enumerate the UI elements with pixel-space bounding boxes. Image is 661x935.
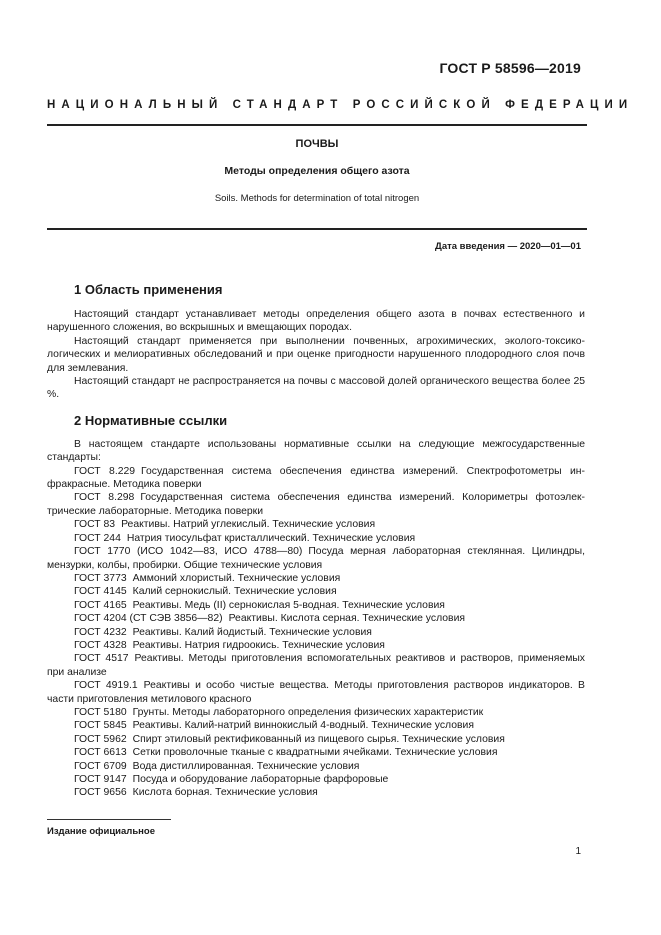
- reference-item: [47, 465, 585, 492]
- reference-code: ГОСТ 1770 (ИСО 1042—83, ИСО 4788—80): [74, 546, 303, 558]
- reference-item: [47, 572, 585, 585]
- reference-text: Кислота борная. Технические условия: [132, 787, 318, 799]
- references-list: [47, 465, 585, 800]
- reference-item: [47, 786, 585, 799]
- reference-code: ГОСТ 5180: [74, 706, 127, 718]
- reference-text: Посуда и оборудование лабораторные фарфоровые: [132, 774, 389, 785]
- reference-code: ГОСТ 83: [74, 519, 116, 531]
- reference-text: Калий сернокислый. Технические условия: [132, 586, 337, 598]
- reference-item: [47, 639, 585, 652]
- reference-item: [47, 585, 585, 598]
- reference-item: [47, 532, 585, 545]
- reference-item: [47, 773, 585, 786]
- document-title: ПОЧВЫ: [295, 138, 339, 150]
- reference-code: ГОСТ 4517: [74, 653, 129, 665]
- reference-text: Спирт этиловый ректификованный из пищевого сырья. Технические условия: [132, 733, 505, 745]
- reference-text: Реактивы. Натрия гидроокись. Технические условия: [132, 639, 385, 651]
- section-1-body: [47, 308, 585, 402]
- reference-code: ГОСТ 4165: [74, 599, 127, 611]
- reference-text: Реактивы. Методы приготовления вспомогательных реактивов и растворов, применяемых при анализе: [47, 653, 585, 678]
- document-subtitle: Методы определения общего азота: [224, 165, 410, 177]
- reference-code: ГОСТ 5845: [74, 720, 127, 732]
- page-number: 1: [575, 846, 581, 857]
- reference-code: ГОСТ 5962: [74, 733, 127, 745]
- reference-item: [47, 746, 585, 759]
- reference-code: ГОСТ 4328: [74, 639, 127, 651]
- gost-number: ГОСТ Р 58596—2019: [439, 60, 581, 76]
- section-1-heading: 1 Область применения: [74, 282, 223, 297]
- reference-item: [47, 679, 585, 706]
- official-edition-label: Издание официальное: [47, 826, 155, 837]
- reference-text: Сетки проволочные тканые с квадратными ячейками. Технические условия: [132, 747, 498, 759]
- reference-text: Государственная система обеспечения единства измерений. Колориметры фотоэлектрические лабораторные. Методика поверки: [47, 492, 585, 517]
- reference-item: [47, 599, 585, 612]
- reference-text: Посуда мерная лабораторная стеклянная. Цилиндры, мензурки, колбы, пробирки. Общие технические условия: [47, 546, 585, 571]
- reference-item: [47, 518, 585, 531]
- reference-text: Реактивы. Натрий углекислый. Технические условия: [121, 519, 376, 531]
- reference-item: [47, 491, 585, 518]
- reference-text: Реактивы. Калий йодистый. Технические условия: [132, 626, 372, 638]
- reference-item: [47, 612, 585, 625]
- reference-text: Реактивы. Медь (II) сернокислая 5-водная. Технические условия: [132, 599, 445, 611]
- section-1-paragraph: Настоящий стандарт устанавливает методы определения общего азота в почвах естественного и нарушенного сложения, во вскрышных и вмещающих породах.: [47, 309, 585, 334]
- reference-code: ГОСТ 9147: [74, 774, 127, 785]
- reference-item: [47, 545, 585, 572]
- reference-code: ГОСТ 3773: [74, 572, 127, 584]
- reference-code: ГОСТ 6709: [74, 760, 127, 772]
- reference-text: Реактивы. Калий-натрий виннокислый 4-водный. Технические условия: [132, 720, 474, 732]
- english-title: Soils. Methods for determination of total nitrogen: [214, 193, 420, 204]
- reference-text: Аммоний хлористый. Технические условия: [132, 572, 341, 584]
- reference-item: [47, 760, 585, 773]
- reference-code: ГОСТ 4919.1: [74, 680, 138, 692]
- national-standard-heading: НАЦИОНАЛЬНЫЙ СТАНДАРТ РОССИЙСКОЙ ФЕДЕРАЦИИ: [47, 99, 634, 111]
- reference-code: ГОСТ 9656: [74, 787, 127, 799]
- reference-text: Натрия тиосульфат кристаллический. Технические условия: [126, 532, 416, 544]
- section-1-paragraph: Настоящий стандарт не распространяется на почвы с массовой долей органического вещества более 25 %.: [47, 376, 585, 401]
- section-2-body: [47, 438, 585, 800]
- reference-item: [47, 719, 585, 732]
- reference-item: [47, 626, 585, 639]
- reference-text: Реактивы и особо чистые вещества. Методы приготовления растворов индикаторов. В части приготовления метилового красного: [47, 680, 585, 705]
- main-content: [47, 279, 585, 800]
- reference-text: Вода дистиллированная. Технические условия: [132, 760, 360, 772]
- section-2-heading: 2 Нормативные ссылки: [74, 412, 228, 428]
- reference-code: ГОСТ 4204 (СТ СЭВ 3856—82): [74, 613, 223, 625]
- reference-code: ГОСТ 4232: [74, 626, 127, 638]
- reference-code: ГОСТ 6613: [74, 747, 127, 759]
- reference-code: ГОСТ 4145: [74, 586, 127, 598]
- reference-text: Реактивы. Кислота серная. Технические условия: [228, 613, 465, 625]
- reference-text: Государственная система обеспечения единства измерений. Спектрофотометры инфракрасные. Методика поверки: [47, 465, 585, 491]
- section-2-intro: В настоящем стандарте использованы нормативные ссылки на следующие межгосударственные стандарты:: [47, 438, 585, 464]
- reference-item: [47, 652, 585, 679]
- reference-code: ГОСТ 244: [74, 532, 121, 544]
- bottom-rule: [47, 228, 587, 230]
- date-of-introduction: Дата введения — 2020—01—01: [435, 241, 581, 252]
- section-1-paragraph: Настоящий стандарт применяется при выполнении почвенных, агрохимических, эколого-токсикологических и мелиоративных обследований и при оценке пригодности нарушенного плодородного слоя почв для землевания.: [47, 335, 585, 374]
- reference-item: [47, 706, 585, 719]
- footer-rule: [47, 819, 171, 820]
- reference-text: Грунты. Методы лабораторного определения физических характеристик: [132, 706, 484, 718]
- reference-item: [47, 733, 585, 746]
- top-rule: [47, 124, 587, 126]
- reference-code: ГОСТ 8.229: [74, 465, 136, 477]
- reference-code: ГОСТ 8.298: [74, 492, 135, 504]
